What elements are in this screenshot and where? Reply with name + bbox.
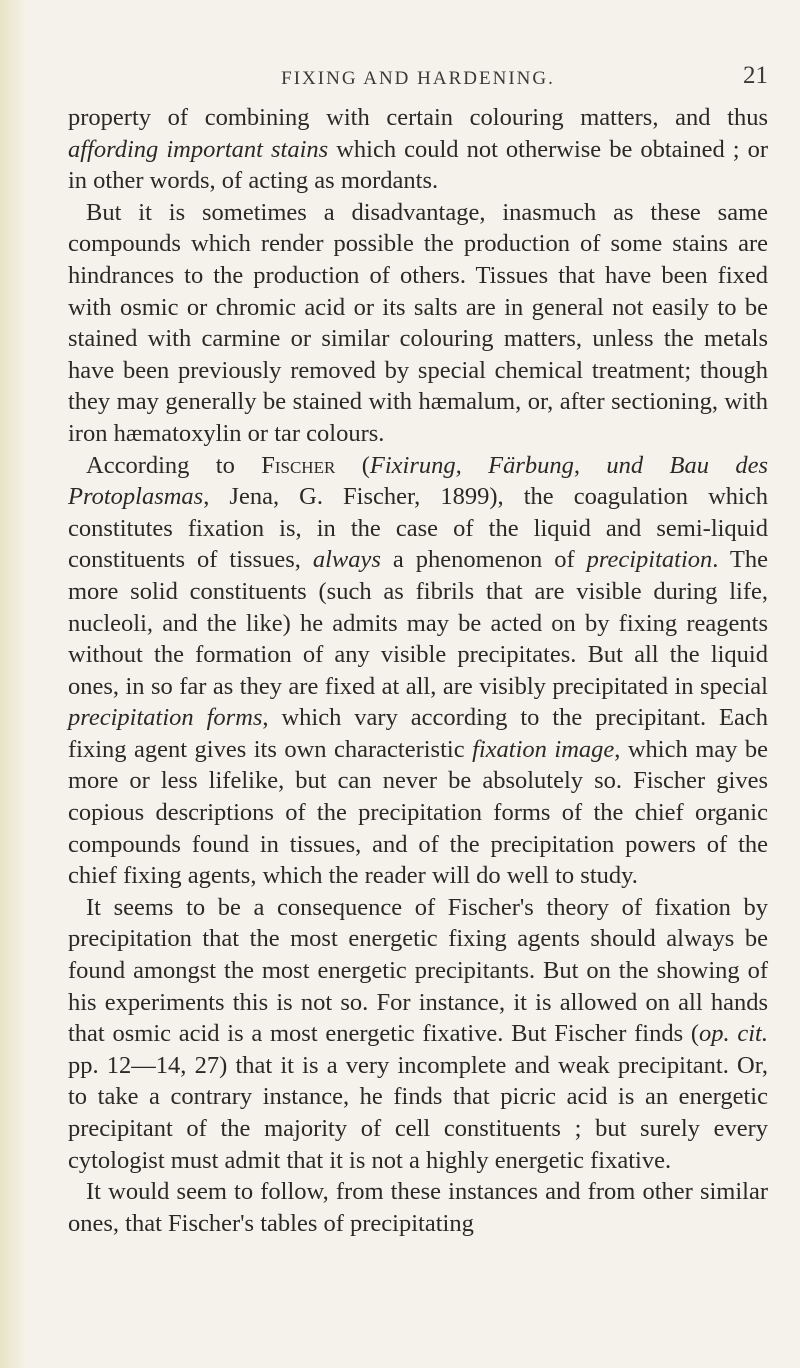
paragraph xyxy=(68,450,768,892)
paragraph xyxy=(68,102,768,197)
italic-text: Fixirung, Färbung, und Bau des Protoplasmas xyxy=(68,451,768,511)
page-number: 21 xyxy=(743,62,768,89)
text-run: which could not otherwise be obtained ; or in other words, of acting as mordants. xyxy=(68,135,768,195)
italic-text: affording important stains xyxy=(68,135,329,163)
text-run: . The more solid constituents (such as fibrils that are visible during life, nucleoli, and the like) he admits may be acted on by fixing reagents without the formation of any visible precipitates. But all the liquid ones, in so far as they are fixed at all, are visibly precipitated in special xyxy=(68,546,769,700)
text-run: , which vary according to the precipitant. Each fixing agent gives its own characteristic xyxy=(68,704,768,763)
page-edge-stain xyxy=(0,0,26,1368)
text-run: But it is sometimes a disadvantage, inasmuch as these same compounds which render possible the production of some stains are hindrances to the production of others. Tissues that have been fixed with osmic or chromic acid or its salts are in general not easily to be stained with carmine or similar colouring matters, unless the metals have been previously removed by special chemical treatment; though they may generally be stained with hæmalum, or, after sectioning, with iron hæmatoxylin or tar colours. xyxy=(68,198,768,447)
text-run: property of combining with certain colouring matters, and thus xyxy=(68,104,768,131)
text-run: pp. 12—14, 27) that it is a very incomplete and weak precipitant. Or, to take a contrary instance, he finds that picric acid is an energetic precipitant of the majority of cell constituents ; but surely every cytologist must admit that it is not a highly energetic fixative. xyxy=(68,1051,768,1174)
paragraph xyxy=(68,1176,768,1239)
page-header xyxy=(68,62,768,102)
text-run: It seems to be a consequence of Fischer's theory of fixation by precipitation that the most energetic fixing agents should always be found amongst the most energetic precipitants. But on the showing of his experiments this is not so. For instance, it is allowed on all hands that osmic acid is a most energetic fixative. But Fischer finds ( xyxy=(68,893,768,1048)
text-run: a phenomenon of xyxy=(380,546,587,574)
text-run: According to xyxy=(86,451,262,479)
book-page xyxy=(68,62,768,1239)
italic-text: fixation image xyxy=(472,735,615,763)
running-head: FIXING AND HARDENING. xyxy=(281,68,555,89)
author-name: Fischer xyxy=(261,451,336,479)
text-run: It would seem to follow, from these instances and from other similar ones, that Fischer's tables of precipitating xyxy=(68,1178,768,1237)
body-text xyxy=(68,102,768,1239)
text-run: , Jena, G. Fischer, 1899), the coagulation which constitutes fixation is, in the case of the liquid and semi-liquid constituents of tissues, xyxy=(68,483,768,574)
italic-text: precipitation forms xyxy=(68,704,263,732)
italic-text: op. cit. xyxy=(699,1020,768,1048)
italic-text: precipitation xyxy=(586,546,713,574)
text-run: ( xyxy=(335,451,370,479)
text-run: , which may be more or less lifelike, but can never be absolutely so. Fischer gives copious descriptions of the precipitation forms of the chief organic compounds found in tissues, and of the precipitation powers of the chief fixing agents, which the reader will do well to study. xyxy=(68,735,768,890)
paragraph xyxy=(68,197,768,450)
italic-text: always xyxy=(312,546,381,574)
paragraph xyxy=(68,892,768,1176)
